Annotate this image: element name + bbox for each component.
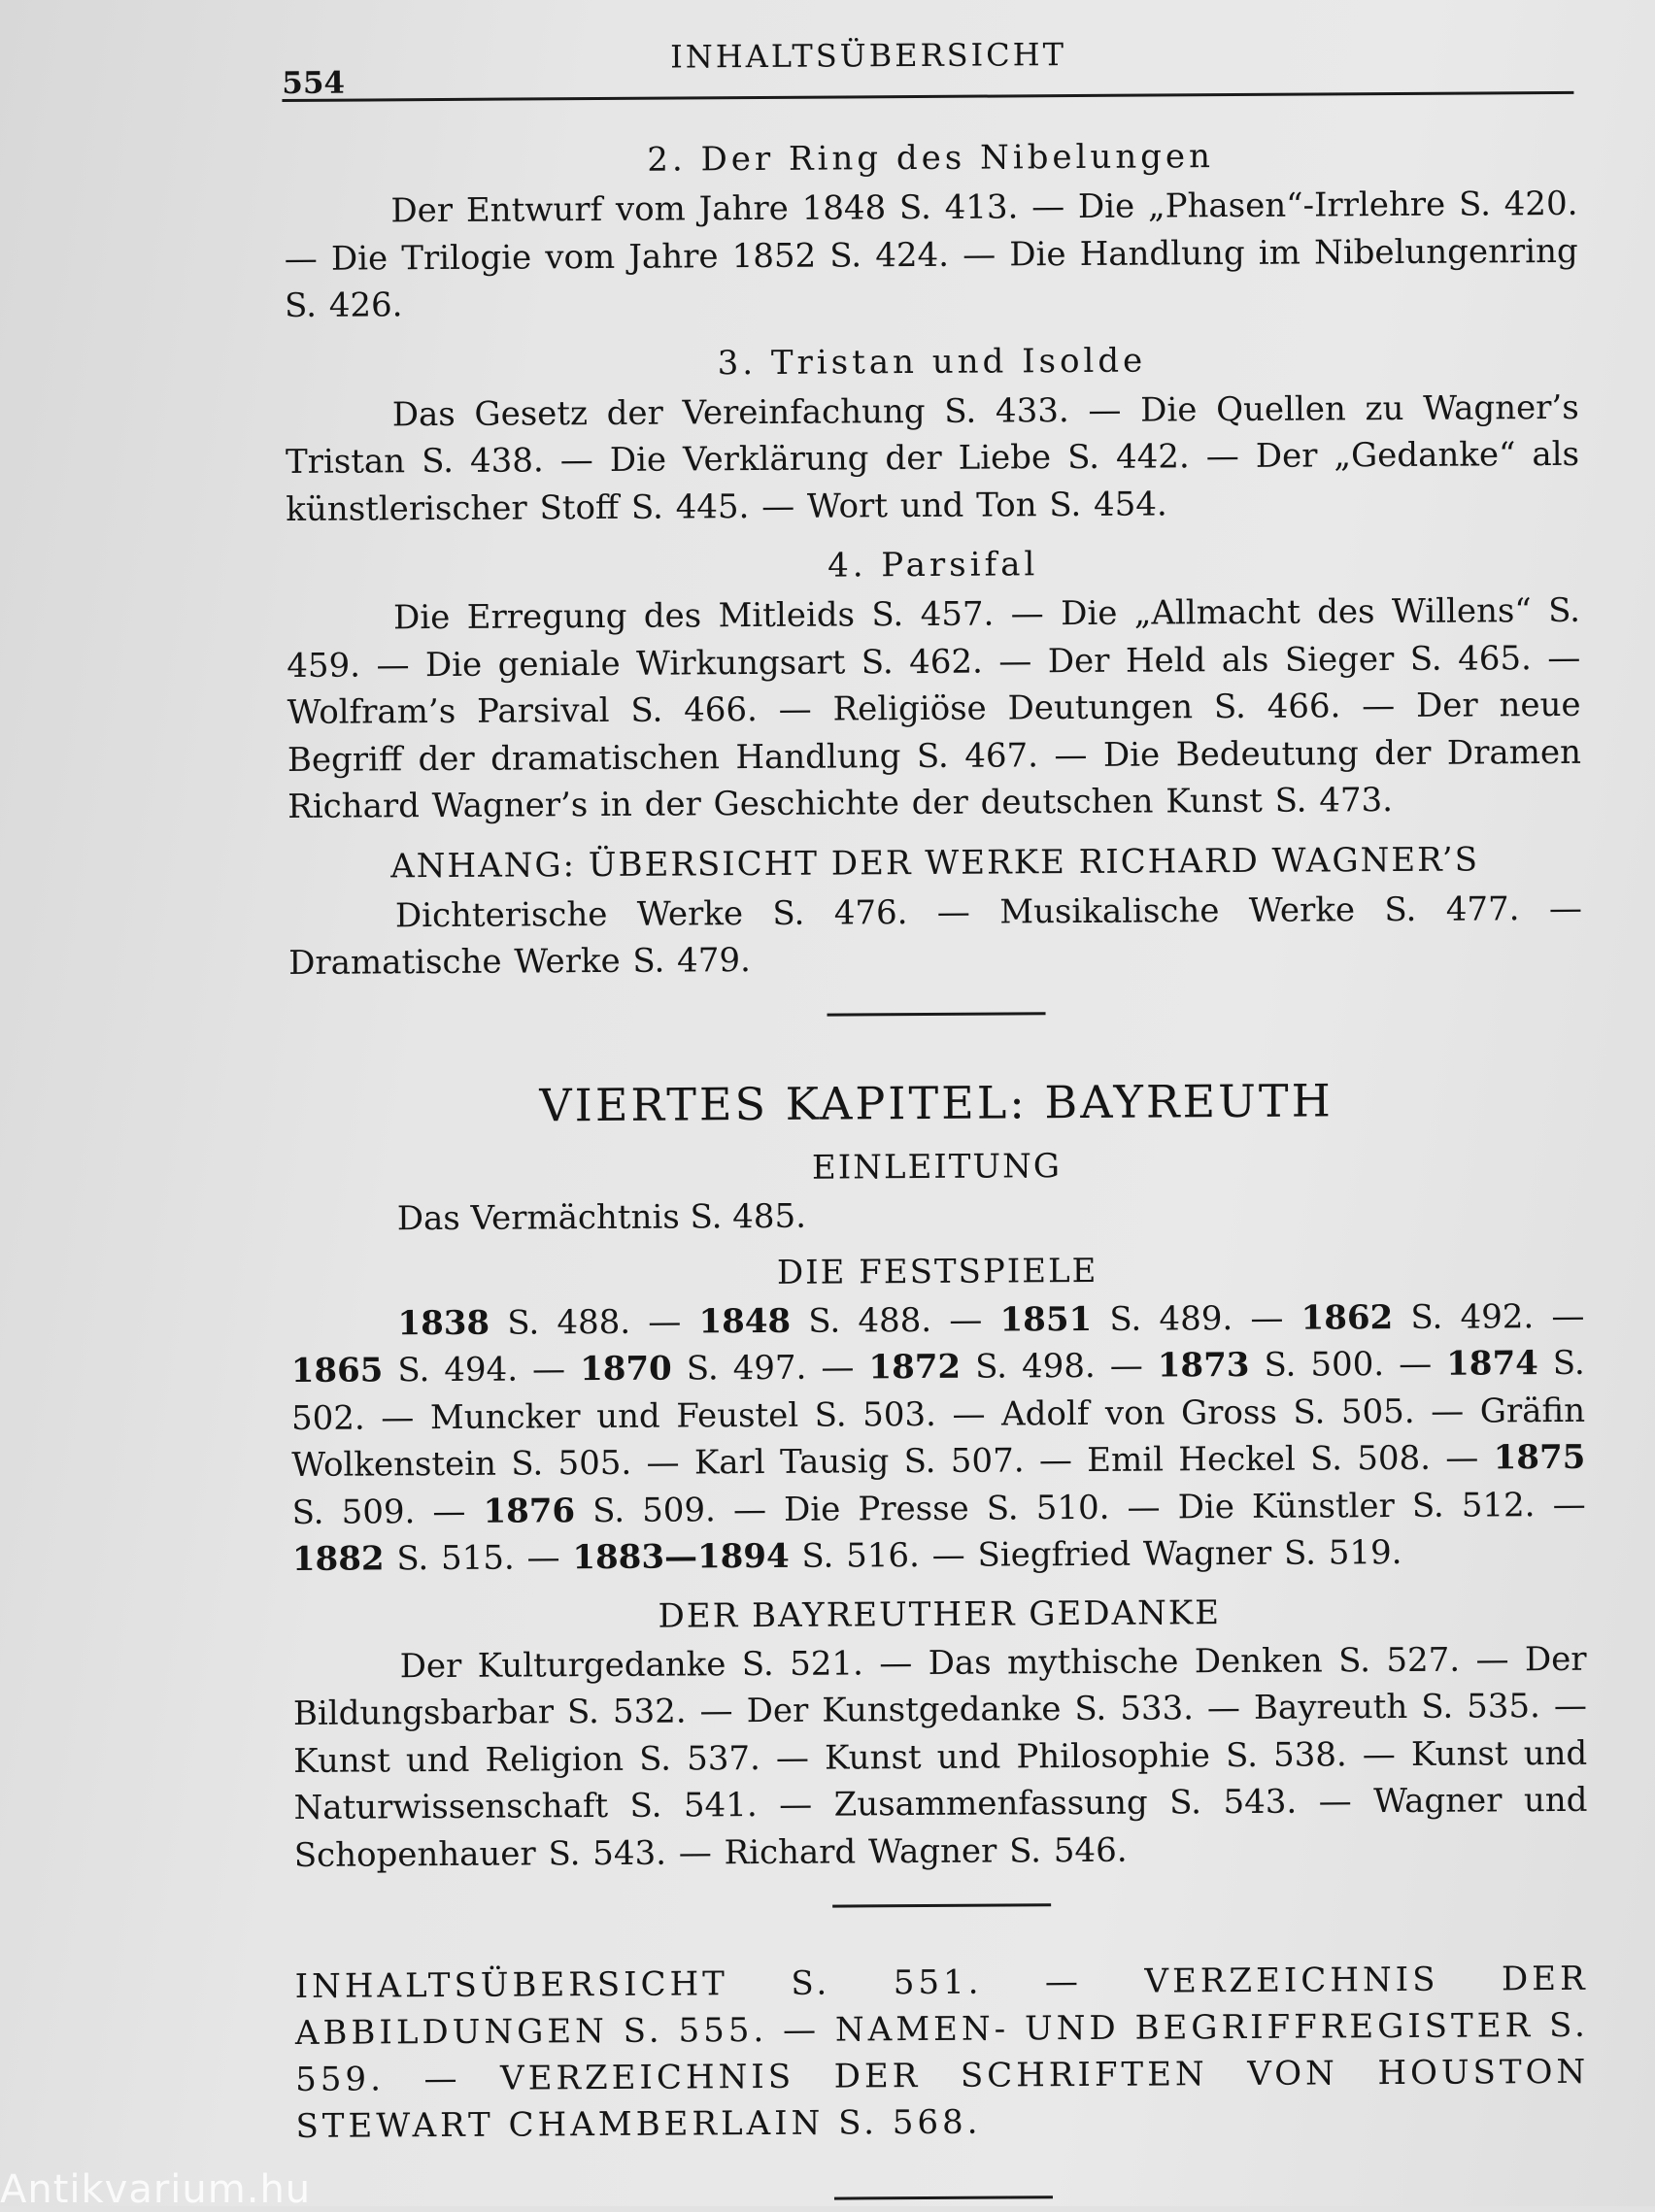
festival-entry-text: S. 509. — Die Presse S. 510. — Die Künstler S. 512. — [575,1485,1586,1530]
festival-year: 1838 [397,1303,490,1343]
festspiele-text [290,1292,1586,1583]
festival-entry-text: S. 509. — [291,1491,484,1532]
gedanke-text: Der Kulturgedanke S. 521. — Das mythische Denken S. 527. — Der Bildungsbarbar S. 532. — Der Kunstgedanke S. 533. — Bayreuth S. 535. — Kunst und Religion S. 537. — Kunst und Philosophie S. 538. — Kunst und Naturwissenschaft S. 541. — Zusammenfassung S. 543. — Wagner und Schopenhauer S. 543. — Richard Wagner S. 546. [292,1639,1588,1875]
festival-year: 1862 [1300,1297,1394,1338]
festival-entry-text: S. 488. — [791,1300,1000,1341]
divider-rule [832,1903,1051,1907]
divider-rule [833,2195,1052,2199]
appendix-index-text: INHALTSÜBERSICHT S. 551. — VERZEICHNIS DER ABBILDUNGEN S. 555. — NAMEN- UND BEGRIFFREGISTER S. 559. — VERZEICHNIS DER SCHRIFTEN VON HOUSTON STEWART CHAMBERLAIN S. 568. [294,1959,1590,2146]
festival-year: 1870 [580,1349,672,1390]
festival-entry-text: S. 515. — [384,1538,573,1579]
festival-year: 1874 [1446,1344,1538,1384]
festival-year: 1851 [999,1299,1093,1340]
festival-entry-text: S. 494. — [383,1350,581,1391]
section-title-parsifal: 4. Parsifal [827,545,1039,586]
festival-year: 1848 [698,1301,792,1341]
festival-year: 1882 [291,1539,385,1579]
appendix-title: ANHANG: ÜBERSICHT DER WERKE RICHARD WAGNER’S [390,839,1480,886]
festival-year: 1875 [1493,1437,1586,1478]
einleitung-text: Das Vermächtnis S. 485. [396,1196,807,1238]
chapter-title: VIERTES KAPITEL: BAYREUTH [539,1073,1334,1131]
festival-entry-text: S. 489. — [1092,1298,1301,1339]
section-text-ring: Der Entwurf vom Jahre 1848 S. 413. — Die „Phasen“-Irrlehre S. 420. — Die Trilogie vom Jahre 1852 S. 424. — Die Handlung im Nibelungenring S. 426. [284,184,1578,325]
section-title-ring: 2. Der Ring des Nibelungen [647,137,1215,180]
page-number: 554 [282,65,346,101]
festival-entry-text: S. 498. — [960,1346,1158,1387]
toc-content [284,128,1590,2203]
festspiele-title: DIE FESTSPIELE [776,1251,1098,1292]
festival-year: 1873 [1157,1345,1250,1386]
section-text-tristan: Das Gesetz der Vereinfachung S. 433. — Die Quellen zu Wagner’s Tristan S. 438. — Die Verklärung der Liebe S. 442. — Der „Gedanke“ als künstlerischer Stoff S. 445. — Wort und Ton S. 454. [285,387,1580,529]
watermark: Antikvarium.hu [0,2167,312,2212]
header-rule [282,91,1573,102]
festival-entry-text: S. 492. — [1393,1296,1585,1337]
festival-year: 1883—1894 [572,1536,790,1578]
festival-entry-text: S. 488. — [489,1301,699,1343]
einleitung-title: EINLEITUNG [811,1146,1063,1188]
section-title-tristan: 3. Tristan und Isolde [717,341,1147,383]
festival-entry-text: S. 516. — Siegfried Wagner S. 519. [789,1532,1402,1576]
festival-entry-text: S. 497. — [671,1348,869,1389]
gedanke-title: DER BAYREUTHER GEDANKE [658,1592,1222,1636]
appendix-text: Dichterische Werke S. 476. — Musikalische Werke S. 477. — Dramatische Werke S. 479. [288,888,1583,983]
page-header [282,21,1573,107]
festival-year: 1865 [290,1351,384,1391]
festival-entry-text: S. 502. — Muncker und Feustel S. 503. — Adolf von Gross S. 505. — Gräfin Wolkenstein S. 505. — Karl Tausig S. 507. — Emil Heckel S. 508. — [290,1343,1586,1485]
festival-year: 1872 [868,1347,962,1388]
festival-entry-text: S. 500. — [1249,1344,1447,1385]
festival-year: 1876 [483,1491,576,1531]
section-text-parsifal: Die Erregung des Mitleids S. 457. — Die „Allmacht des Willens“ S. 459. — Die geniale Wirkungsart S. 462. — Der Held als Sieger S. 465. — Wolfram’s Parsival S. 466. — Religiöse Deutungen S. 466. — Der neue Begriff der dramatischen Handlung S. 467. — Die Bedeutung der Dramen Richard Wagner’s in der Geschichte der deutschen Kunst S. 473. [287,590,1582,826]
running-title: INHALTSÜBERSICHT [670,36,1067,76]
divider-rule [827,1012,1045,1016]
